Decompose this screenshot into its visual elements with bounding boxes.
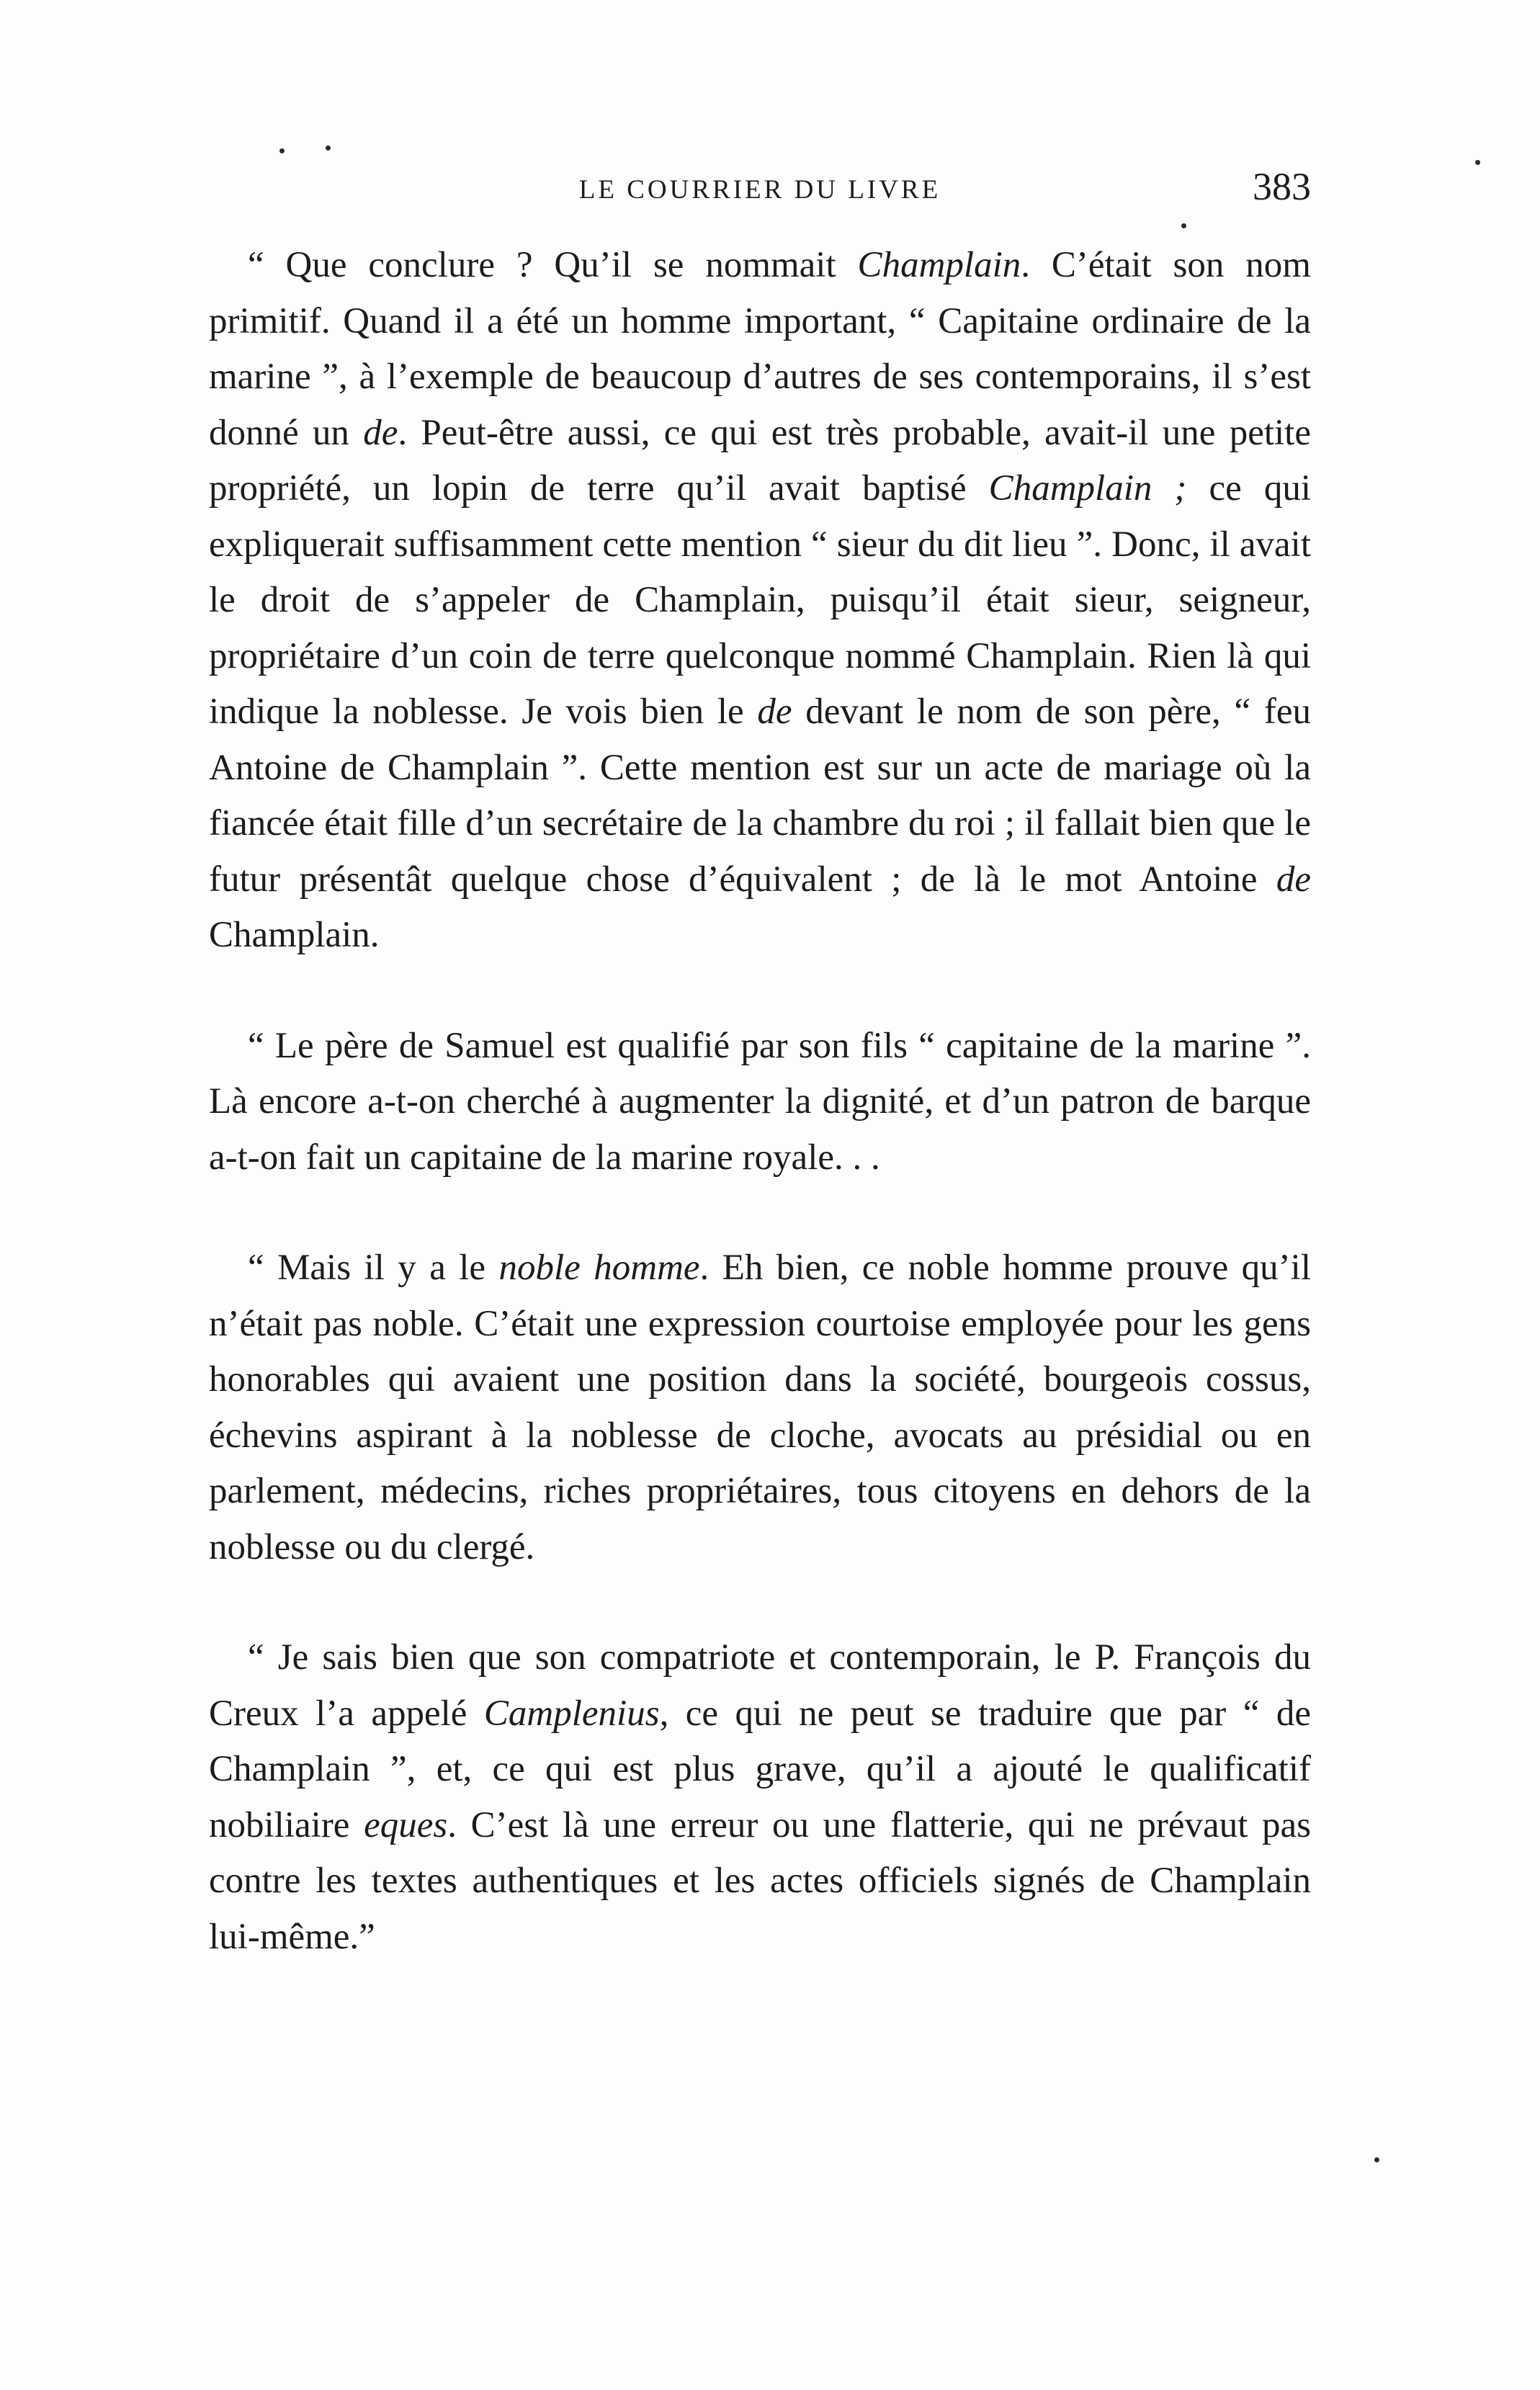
italic-run: noble homme xyxy=(498,1248,700,1288)
text-run: “ Mais il y a le xyxy=(248,1248,499,1288)
running-title: LE COURRIER DU LIVRE xyxy=(578,175,941,205)
text-run: . Eh bien, ce noble homme prouve qu’il n’était pas noble. C’était une expression courtoise employée pour les gens honorables qui avaient une position dans la société, bourgeois cossus, échevins aspirant à la noblesse de cloche, avocats au présidial ou en parlement, médecins, riches propriétaires, tous citoyens en dehors de la noblesse ou du clergé. xyxy=(209,1248,1312,1567)
paragraph xyxy=(209,1630,1311,1965)
text-run: . C’est là une erreur ou une flatterie, qui ne prévaut pas contre les textes authentiques et les actes officiels signés de Champlain lui-même.” xyxy=(209,1804,1311,1957)
italic-run: de xyxy=(757,692,792,732)
text-run: devant le nom de son père, “ feu Antoine de Champlain ”. Cette mention est sur un acte de mariage où la fiancée était fille d’un secrétaire de la chambre du roi ; il fallait bien que le futur présentât quelque chose d’équivalent ; de là le mot Antoine xyxy=(209,692,1311,900)
text-run: Champlain. xyxy=(209,915,380,955)
paragraph xyxy=(209,1019,1311,1186)
italic-run: de xyxy=(363,412,398,453)
ink-speck xyxy=(1374,2157,1379,2162)
italic-run: Champlain ; xyxy=(988,468,1187,509)
paragraph xyxy=(209,1240,1311,1575)
ink-speck xyxy=(1181,223,1186,228)
ink-speck xyxy=(1475,160,1480,165)
text-run: “ Que conclure ? Qu’il se nommait xyxy=(248,245,858,285)
ink-speck xyxy=(279,148,285,153)
italic-run: Camplenius xyxy=(483,1693,660,1734)
text-run: “ Je sais bien que son compatriote et contemporain, le P. François du Creux l’a appelé xyxy=(209,1637,1311,1734)
text-run: . Peut-être aussi, ce qui est très probable, avait-il une petite propriété, un lopin de terre qu’il avait baptisé xyxy=(209,412,1311,509)
text-run: . C’était son nom primitif. Quand il a été un homme important, “ Capitaine ordinaire de la marine ”, à l’exemple de beaucoup d’autres de ses contemporains, il s’est donné un xyxy=(209,245,1311,453)
text-run: “ Le père de Samuel est qualifié par son fils “ capitaine de la marine ”. Là encore a-t-on cherché à augmenter la dignité, et d’un patron de barque a-t-on fait un capitaine de la marine royale. . . xyxy=(209,1025,1311,1178)
body-text xyxy=(209,238,1311,1965)
text-run: , ce qui ne peut se traduire que par “ de Champlain ”, et, ce qui est plus grave, qu’il a ajouté le qualificatif nobiliaire xyxy=(209,1693,1311,1845)
page-number: 383 xyxy=(1253,165,1311,208)
italic-run: eques xyxy=(364,1804,448,1845)
italic-run: de xyxy=(1276,859,1311,900)
italic-run: Champlain xyxy=(857,245,1021,285)
ink-speck xyxy=(326,146,331,151)
paragraph xyxy=(209,238,1311,964)
text-run: ce qui expliquerait suffisamment cette mention “ sieur du dit lieu ”. Donc, il avait le droit de s’appeler de Champlain, puisqu’il était sieur, seigneur, propriétaire d’un coin de terre quelconque nommé Champlain. Rien là qui indique la noblesse. Je vois bien le xyxy=(209,468,1312,732)
page-header xyxy=(209,164,1311,215)
